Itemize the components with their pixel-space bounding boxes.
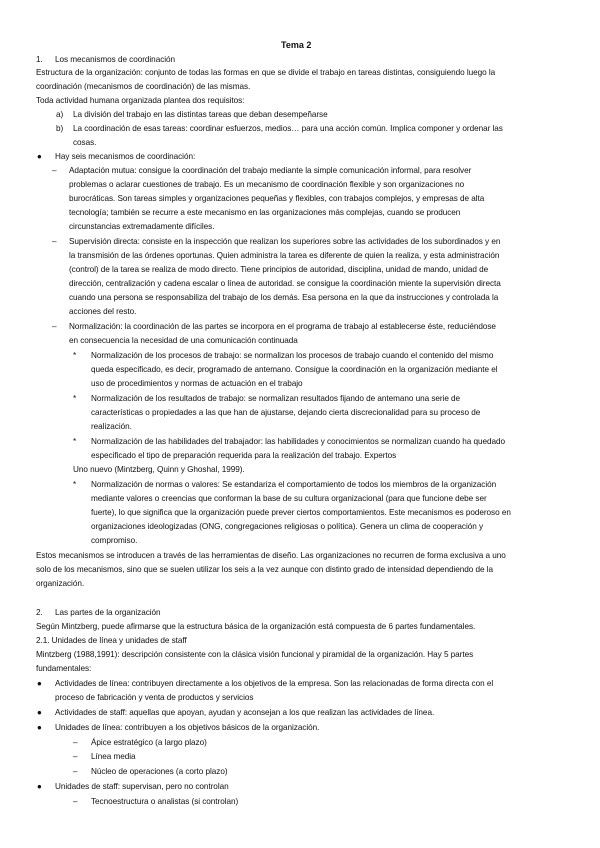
normalizacion-line: Normalización: la coordinación de las partes se incorpora en el programa de trabajo al establecerse éste, reduciéndose xyxy=(69,322,496,331)
normas-line: Normalización de normas o valores: Se estandariza el comportamiento de todos los miembros de la organización xyxy=(91,480,497,489)
normas-line: mediante valores o creencias que conforman la base de su cultura organizacional (para que funcione debe ser xyxy=(91,494,487,503)
supervision-line: la transmisión de las órdenes oportunas. Quien administra la tarea es diferente de quien la realiza, y esta administración xyxy=(69,251,500,260)
unidades-linea: Unidades de línea: contribuyen a los objetivos básicos de la organización. xyxy=(55,723,320,732)
resultados-line: realización. xyxy=(91,422,132,431)
mutua-line: tecnología; también se recurre a este mecanismo en las organizaciones más complejas, cuando se producen xyxy=(69,208,461,217)
six-mechanisms: Hay seis mecanismos de coordinación: xyxy=(55,152,196,161)
dash-icon: – xyxy=(52,166,57,175)
actividades-linea-line: Actividades de línea: contribuyen directamente a los objetivos de la empresa. Son las relacionadas de forma directa con el xyxy=(55,679,494,688)
normalizacion-line: en consecuencia la necesidad de una comunicación continuada xyxy=(69,336,298,345)
procesos-line: Normalización de los procesos de trabajo: se normalizan los procesos de trabajo cuando el contenido del mismo xyxy=(91,351,494,360)
star-icon: * xyxy=(73,351,77,360)
closing-line: solo de los mecanismos, sino que se suelen utilizar los seis a la vez aunque con distinto grado de intensidad dependiendo de la xyxy=(36,565,493,574)
bullet-icon: ● xyxy=(37,152,42,161)
dash-icon: – xyxy=(52,322,57,331)
staff-item: Tecnoestructura o analistas (si controlan) xyxy=(91,797,239,806)
list-marker-b: b) xyxy=(56,124,64,133)
linea-item: Ápice estratégico (a largo plazo) xyxy=(91,738,207,747)
supervision-line: (control) de la tarea se realiza de modo directo. Tiene principios de autoridad, disciplina, unidad de mando, unidad de xyxy=(69,265,489,274)
dash-icon: – xyxy=(52,237,57,246)
procesos-line: queda especificado, es decir, programado de antemano. Consigue la coordinación en la organización mediante el xyxy=(91,365,498,374)
bullet-icon: ● xyxy=(37,782,42,791)
mutua-line: burocráticas. Son tareas simples y organizaciones pequeñas y flexibles, con trabajos complejos, y empresas de alta xyxy=(69,194,485,203)
supervision-line: dirección, centralización y cadena escalar o línea de autoridad. se consigue la coordinación miente la supervisión directa xyxy=(69,279,501,288)
paragraph-line: fundamentales: xyxy=(36,664,92,673)
section-2-number: 2. xyxy=(36,608,43,617)
bullet-icon: ● xyxy=(37,723,42,732)
uno-nuevo: Uno nuevo (Mintzberg, Quinn y Ghoshal, 1999). xyxy=(73,465,245,474)
actividades-staff: Actividades de staff: aquellas que apoyan, ayudan y aconsejan a los que realizan las actividades de línea. xyxy=(55,708,435,717)
section-1-heading: Los mecanismos de coordinación xyxy=(55,55,176,64)
habilidades-line: especificado el tipo de preparación requerida para la realización del trabajo. Expertos xyxy=(91,451,397,460)
star-icon: * xyxy=(73,437,77,446)
paragraph-line: coordinación (mecanismos de coordinación) de las mismas. xyxy=(36,82,251,91)
normas-line: fuerte), lo que significa que la organización puede prever ciertos comportamientos. Este mecanismos es poderoso en xyxy=(91,508,511,517)
mutua-line: circunstancias extremadamente difíciles. xyxy=(69,222,215,231)
dash-icon: – xyxy=(73,767,78,776)
normas-line: compromiso. xyxy=(91,536,138,545)
paragraph-line: Toda actividad humana organizada plantea dos requisitos: xyxy=(36,96,245,105)
section-1-number: 1. xyxy=(36,55,43,64)
bullet-icon: ● xyxy=(37,708,42,717)
supervision-line: acciones del resto. xyxy=(69,307,137,316)
requirement-a: La división del trabajo en las distintas tareas que deban desempeñarse xyxy=(73,110,328,119)
subsection-heading: 2.1. Unidades de línea y unidades de staff xyxy=(36,636,187,645)
star-icon: * xyxy=(73,480,77,489)
requirement-b-line: cosas. xyxy=(73,138,97,147)
habilidades-line: Normalización de las habilidades del trabajador: las habilidades y conocimientos se normalizan cuando ha quedado xyxy=(91,437,506,446)
resultados-line: características o propiedades a las que han de ajustarse, dejando cierta discrecionalidad para su proceso de xyxy=(91,408,481,417)
document-title: Tema 2 xyxy=(281,40,312,50)
closing-line: Estos mecanismos se introducen a través de las herramientas de diseño. Las organizaciones no recurren de forma exclusiva a uno xyxy=(36,551,506,560)
closing-line: organización. xyxy=(36,579,85,588)
resultados-line: Normalización de los resultados de trabajo: se normalizan resultados fijando de antemano una serie de xyxy=(91,394,461,403)
unidades-staff: Unidades de staff: supervisan, pero no controlan xyxy=(55,782,229,791)
supervision-line: Supervisión directa: consiste en la inspección que realizan los superiores sobre las actividades de los subordinados y en xyxy=(69,237,501,246)
paragraph-line: Mintzberg (1988,1991): descripción consistente con la clásica visión funcional y piramidal de la organización. Hay 5 partes xyxy=(36,650,474,659)
mutua-line: Adaptación mutua: consigue la coordinación del trabajo mediante la simple comunicación informal, para resolver xyxy=(69,166,472,175)
linea-item: Núcleo de operaciones (a corto plazo) xyxy=(91,767,228,776)
requirement-b-line: La coordinación de esas tareas: coordinar esfuerzos, medios… para una acción común. Implica componer y ordenar las xyxy=(73,124,503,133)
dash-icon: – xyxy=(73,752,78,761)
dash-icon: – xyxy=(73,797,78,806)
procesos-line: uso de procedimientos y normas de actuación en el trabajo xyxy=(91,379,303,388)
linea-item: Línea media xyxy=(91,752,136,761)
supervision-line: cuando una persona se responsabiliza del trabajo de los demás. Esa persona en la que da instrucciones y controlada la xyxy=(69,293,499,302)
star-icon: * xyxy=(73,394,77,403)
paragraph-line: Según Mintzberg, puede afirmarse que la estructura básica de la organización está compuesta de 6 partes fundamentales. xyxy=(36,622,476,631)
dash-icon: – xyxy=(73,738,78,747)
paragraph-line: Estructura de la organización: conjunto de todas las formas en que se divide el trabajo en tareas distintas, consiguiendo luego la xyxy=(36,68,496,77)
bullet-icon: ● xyxy=(37,679,42,688)
section-2-heading: Las partes de la organización xyxy=(55,608,161,617)
normas-line: organizaciones ideologizadas (ONG, congregaciones religiosas o política). Genera un clima de cooperación y xyxy=(91,522,484,531)
mutua-line: problemas o aclarar cuestiones de trabajo. Es un mecanismo de coordinación flexible y son organizaciones no xyxy=(69,180,465,189)
list-marker-a: a) xyxy=(56,110,64,119)
actividades-linea-line: proceso de fabricación y venta de productos y servicios xyxy=(55,693,254,702)
